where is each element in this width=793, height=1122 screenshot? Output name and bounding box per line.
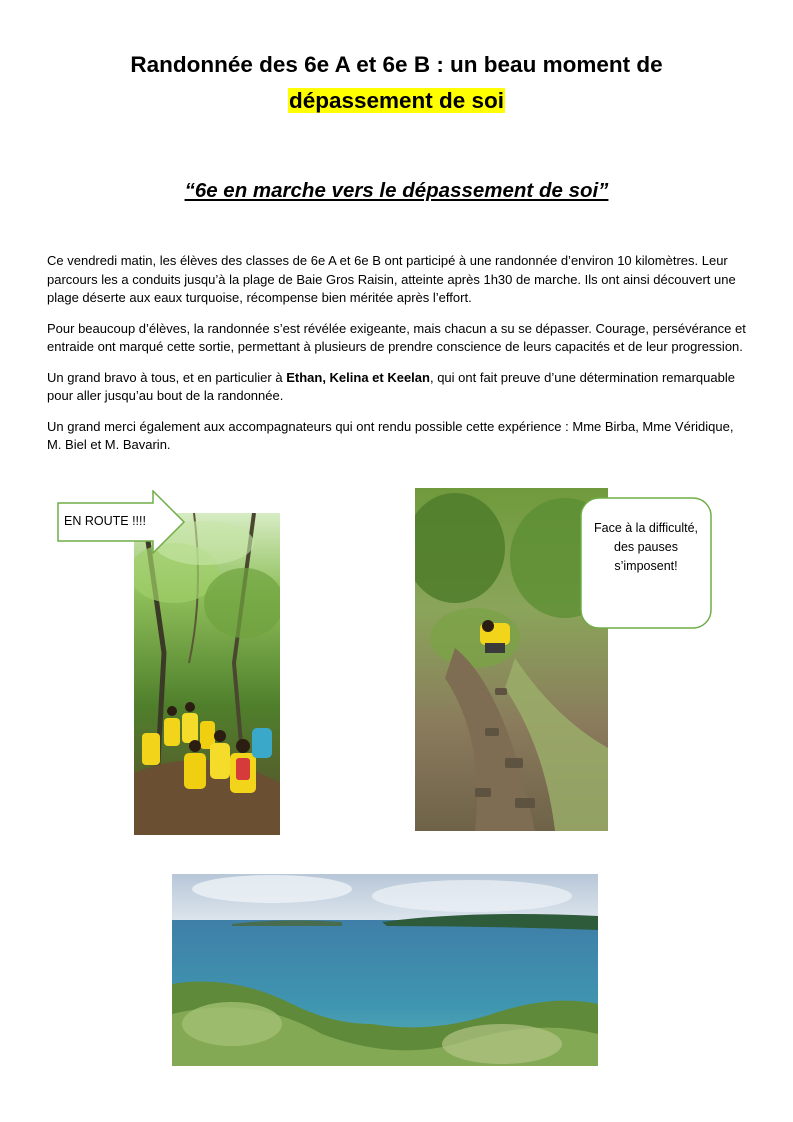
article-subtitle: “6e en marche vers le dépassement de soi”	[184, 179, 609, 202]
article-title-line-1: Randonnée des 6e A et 6e B : un beau moment de	[130, 52, 663, 77]
callout-pause	[580, 497, 712, 629]
paragraph-3-start: Un grand bravo à tous, et en particulier à	[47, 369, 287, 385]
student-names: Ethan, Kelina et Keelan	[286, 369, 430, 385]
paragraph-3-end: , qui ont fait preuve d’une détermination remarquable pour aller jusqu’au bout de la randonnée.	[47, 369, 735, 403]
title-highlight: dépassement de soi	[288, 88, 505, 113]
paragraph-1: Ce vendredi matin, les élèves des classes de 6e A et 6e B ont participé à une randonnée d’environ 10 kilomètres. Leur parcours les a conduits jusqu’à la plage de Baie Gros Raisin, atteinte après 1h30 de marche. Ils ont ainsi découvert une plage déserte aux eaux turquoise, récompense bien méritée après l’effort.	[47, 253, 736, 305]
photo-students-forest	[134, 513, 280, 835]
callout-en-route	[56, 490, 188, 554]
callout-pause-text: Face à la difficulté, des pauses s’imposent!	[594, 521, 698, 573]
callout-en-route-text: EN ROUTE !!!!	[64, 514, 146, 528]
photo-bay-landscape	[172, 874, 598, 1066]
paragraph-2: Pour beaucoup d’élèves, la randonnée s’est révélée exigeante, mais chacun a su se dépasser. Courage, persévérance et entraide ont marqué cette sortie, permettant à plusieurs de prendre conscience de leurs capacités et de leur progression.	[47, 320, 746, 354]
article-title-line-2	[0, 86, 793, 116]
article-body	[47, 252, 747, 467]
paragraph-4: Un grand merci également aux accompagnateurs qui ont rendu possible cette expérience : Mme Birba, Mme Véridique, M. Biel et M. Bavarin.	[47, 418, 734, 452]
paragraph-3	[47, 369, 747, 406]
